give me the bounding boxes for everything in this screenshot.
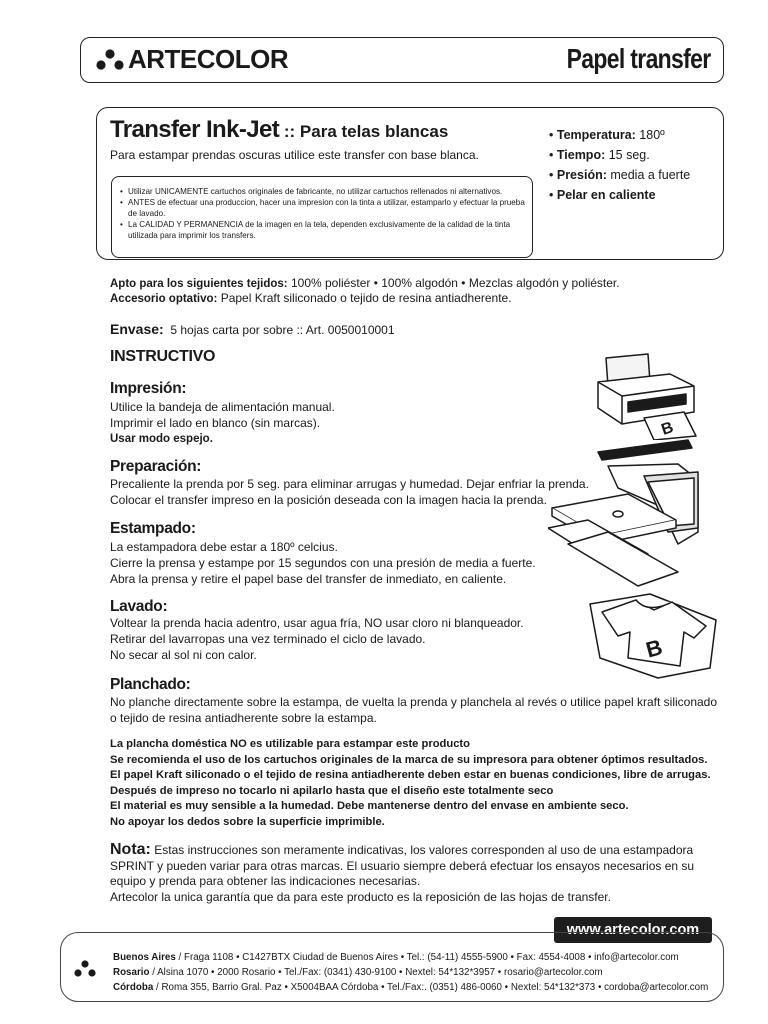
nota-text: Estas instrucciones son meramente indicativas, los valores corresponden al uso de una estampadora SPRINT y pueden variar para otras marcas. El usuario siempre deberá efectuar los ensayos necesarios en su equipo y prenda para obtener las indicaciones necesarias. (110, 843, 695, 888)
planchado-title: Planchado: (110, 676, 191, 693)
note-item: • La CALIDAD Y PERMANENCIA de la imagen en la tela, dependen exclusivamente de la calidad de la tinta utilizada para imprimir los transfers. (120, 219, 526, 241)
spec-pressure: • Presión: media a fuerte (549, 168, 691, 182)
product-info-box (96, 107, 724, 260)
accesorio-line: Accesorio optativo: Papel Kraft siliconado o tejido de resina antiadherente. (110, 291, 512, 305)
product-title: Papel transfer (567, 43, 711, 74)
footer-rosario: Rosario / Alsina 1070 • 2000 Rosario • Tel./Fax: (0341) 430-9100 • Nextel: 54*132*3957 • rosario@artecolor.com (113, 967, 603, 978)
warning-item: No apoyar los dedos sobre la superficie imprimible. (110, 815, 385, 828)
brand-dots-icon (95, 48, 125, 72)
envase-line: Envase: 5 hojas carta por sobre :: Art. 0050010001 (110, 321, 395, 337)
warning-item: Se recomienda el uso de los cartuchos originales de la marca de su impresora para obtener óptimos resultados. (110, 753, 708, 766)
box-subtitle: Para estampar prendas oscuras utilice este transfer con base blanca. (110, 148, 479, 162)
impresion-text: Utilice la bandeja de alimentación manual. Imprimir el lado en blanco (sin marcas). Usar modo espejo. (110, 400, 335, 445)
heat-press-illustration (548, 436, 708, 588)
estampado-text: La estampadora debe estar a 180º celcius. Cierre la prensa y estampe por 15 segundos con una presión de media a fuerte. Abra la prensa y retire el papel base del transfer de inmediato, en caliente. (110, 540, 536, 586)
spec-time: • Tiempo: 15 seg. (549, 148, 650, 162)
spec-list (549, 125, 690, 205)
box-title (110, 116, 448, 144)
impresion-title: Impresión: (110, 380, 187, 397)
warning-item: El material es muy sensible a la humedad. Debe mantenerse dentro del envase en ambiente seco. (110, 800, 629, 813)
tshirt-letter: B (643, 634, 665, 663)
spec-temperature: • Temperatura: 180º (549, 128, 665, 142)
brand-logo (95, 44, 288, 75)
printer-letter: B (659, 419, 676, 439)
printer-illustration (588, 352, 700, 440)
estampado-title: Estampado: (110, 520, 196, 537)
preparacion-text: Precaliente la prenda por 5 seg. para eliminar arrugas y humedad. Dejar enfriar la prenda. Colocar el transfer impreso en la posición deseada con la imagen hacia la prenda. (110, 477, 589, 507)
footer-contacts (60, 932, 724, 1002)
box-title-main: Transfer Ink-Jet (110, 116, 280, 143)
spec-peel: • Pelar en caliente (549, 188, 656, 202)
box-title-separator: :: (279, 122, 300, 141)
preparacion-title: Preparación: (110, 458, 202, 475)
nota-label: Nota: (110, 841, 151, 858)
website-link[interactable]: www.artecolor.com (554, 917, 712, 943)
brand-name: ARTECOLOR (128, 44, 289, 74)
note-text: ANTES de efectuar una produccion, hacer una impresion con la tinta a utilizar, estamparlo y efectuar la prueba de lavado. (128, 198, 525, 218)
note-text: La CALIDAD Y PERMANENCIA de la imagen en la tela, dependen exclusivamente de la calidad de la tinta utilizada para imprimir los transfers. (128, 220, 511, 240)
apto-line: Apto para los siguientes tejidos: 100% poliéster • 100% algodón • Mezclas algodón y poliéster. (110, 276, 620, 290)
note-item: • ANTES de efectuar una produccion, hacer una impresion con la tinta a utilizar, estamparlo y efectuar la prueba de lavado. (120, 198, 525, 218)
warning-item: Después de impreso no tocarlo ni apilarlo hasta que el diseño este totalmente seco (110, 784, 554, 797)
nota-last-line: Artecolor la unica garantía que da para este producto es la reposición de las hojas de transfer. (110, 889, 611, 904)
warnings-list (110, 737, 711, 831)
planchado-text: No planche directamente sobre la estampa, de vuelta la prenda y planchela al revés o utilice papel kraft siliconado o tejido de resina antiadherente sobre la estampa. (110, 695, 718, 725)
note-text: Utilizar UNICAMENTE cartuchos originales de fabricante, no utilizar cartuchos rellenados ni alternativos. (128, 187, 503, 196)
note-item: • Utilizar UNICAMENTE cartuchos originales de fabricante, no utilizar cartuchos rellenados ni alternativos. (120, 187, 503, 196)
header-bar (80, 37, 724, 83)
box-title-sub: Para telas blancas (299, 122, 449, 141)
notes-box (111, 176, 533, 258)
tshirt-illustration (588, 592, 718, 680)
warning-item: La plancha doméstica NO es utilizable para estampar este producto (110, 738, 470, 750)
instructivo-heading: INSTRUCTIVO (110, 348, 216, 365)
nota-block (110, 842, 720, 905)
lavado-text: Voltear la prenda hacia adentro, usar agua fría, NO usar cloro ni blanqueador. Retirar del lavarropas una vez terminado el ciclo de lavado. No secar al sol ni con calor. (110, 616, 524, 662)
footer-cordoba: Córdoba / Roma 355, Barrio Gral. Paz • X5004BAA Córdoba • Tel./Fax:. (0351) 486-0060 • Nextel: 54*132*373 • cordoba@artecolor.com (113, 982, 709, 993)
lavado-title: Lavado: (110, 598, 168, 615)
warning-item: El papel Kraft siliconado o el tejido de resina antiadherente deben estar en buenas condiciones, libre de arrugas. (110, 769, 711, 782)
brand-dots-icon (73, 959, 97, 979)
footer-buenos-aires: Buenos Aires / Fraga 1108 • C1427BTX Ciudad de Buenos Aires • Tel.: (54-11) 4555-5900 • Fax: 4554-4008 • info@artecolor.com (113, 952, 679, 963)
